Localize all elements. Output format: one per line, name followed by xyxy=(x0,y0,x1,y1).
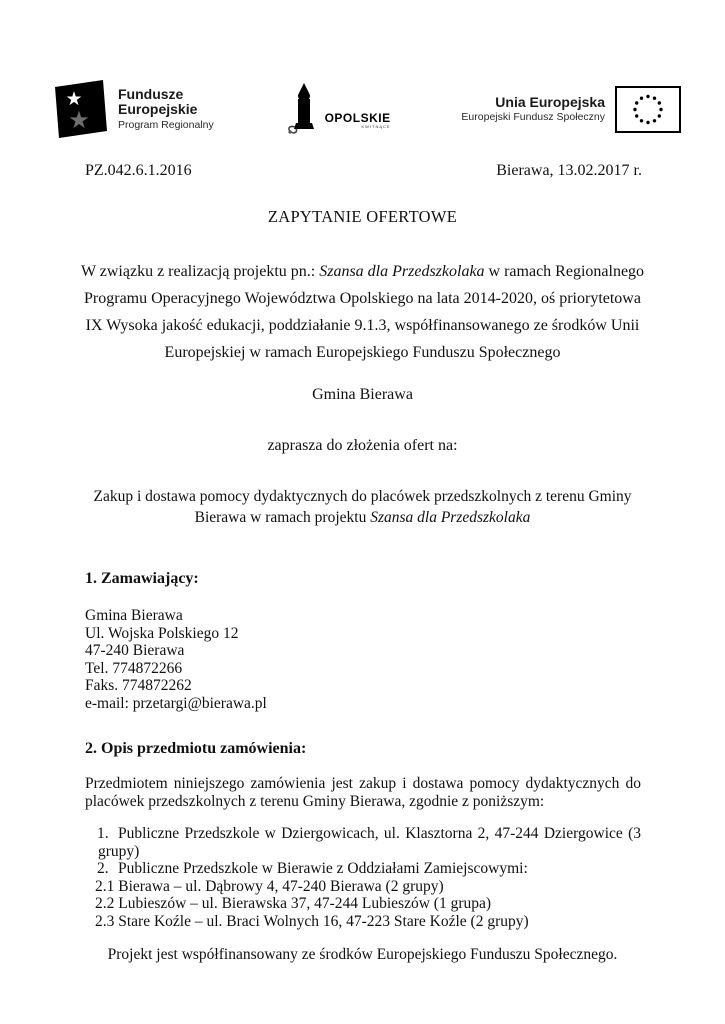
invitation-line: zaprasza do złożenia ofert na: xyxy=(267,437,458,454)
intro-part1: W związku z realizacją projektu pn.: xyxy=(80,263,320,280)
address-line-email: e-mail: przetargi@bierawa.pl xyxy=(85,694,267,712)
fundusze-line2: Europejskie xyxy=(118,100,198,117)
svg-text:★: ★ xyxy=(68,106,90,134)
fundusze-line1: Fundusze xyxy=(118,86,184,103)
list-item-number: 1. xyxy=(97,825,109,842)
list-item xyxy=(85,860,641,878)
address-line-street: Ul. Wojska Polskiego 12 xyxy=(85,624,239,642)
facilities-list xyxy=(85,825,641,931)
list-item-text: Publiczne Przedszkole w Bierawie z Oddziałami Zamiejscowymi: xyxy=(118,860,528,878)
list-item-number: 2. xyxy=(97,860,109,878)
intro-project-name: Szansa dla Przedszkolaka xyxy=(319,263,485,280)
logo-fundusze-europejskie xyxy=(48,79,214,139)
inviter-name: Gmina Bierawa xyxy=(312,386,413,403)
subject-part1: Zakup i dostawa pomocy dydaktycznych do placówek przedszkolnych z terenu Gminy Bierawa w ramach projektu xyxy=(93,488,632,526)
unia-logo-text xyxy=(461,95,605,124)
fundusze-sub: Program Regionalny xyxy=(118,118,214,131)
document-title: ZAPYTANIE OFERTOWE xyxy=(267,207,458,226)
logo-unia-europejska xyxy=(461,86,681,133)
list-item-text: Publiczne Przedszkole w Dziergowicach, ul. Klasztorna 2, 47-244 Dziergowice (3 grupy) xyxy=(98,825,641,860)
address-line-name: Gmina Bierawa xyxy=(85,607,183,624)
svg-text:★: ★ xyxy=(65,88,83,110)
fundusze-flag-icon xyxy=(48,79,110,139)
logo-row xyxy=(48,78,681,140)
sublist-item: 2.3 Stare Koźle – ul. Braci Wolnych 16, 47-223 Stare Koźle (2 grupy) xyxy=(95,912,529,930)
place-and-date: Bierawa, 13.02.2017 r. xyxy=(496,162,642,179)
address-line-phone: Tel. 774872266 xyxy=(85,659,183,677)
buyer-address-block xyxy=(85,607,267,713)
opolskie-tower-icon xyxy=(285,83,323,135)
opolskie-logo-text xyxy=(325,112,391,129)
section2-paragraph: Przedmiotem niniejszego zamówienia jest zakup i dostawa pomocy dydaktycznych do placówek przedszkolnych z terenu Gminy Bierawa, zgodnie z poniższym: xyxy=(85,775,641,810)
reference-row xyxy=(85,162,642,180)
reference-number: PZ.042.6.1.2016 xyxy=(85,162,192,179)
sublist-item: 2.2 Lubieszów – ul. Bierawska 37, 47-244 Lubieszów (1 grupa) xyxy=(95,895,492,913)
address-line-city: 47-240 Bierawa xyxy=(85,642,185,660)
opolskie-sub: KWITNĄCE xyxy=(361,124,391,129)
address-line-fax: Faks. 774872262 xyxy=(85,677,192,695)
fundusze-logo-text xyxy=(118,87,214,130)
intro-paragraph xyxy=(80,258,645,366)
sublist-item: 2.1 Bierawa – ul. Dąbrowy 4, 47-240 Bierawa (2 grupy) xyxy=(95,877,444,895)
section2-heading: 2. Opis przedmiotu zamówienia: xyxy=(85,740,307,757)
intro-part2: w ramach Regionalnego Programu Operacyjnego Województwa Opolskiego na lata 2014-2020, oś priorytetowa IX Wysoka jakość edukacji, poddziałanie 9.1.3, współfinansowanego ze środków Unii Europejskiej w ramach Europejskiego Funduszu Społecznego xyxy=(84,263,645,361)
unia-line1: Unia Europejska xyxy=(495,93,605,110)
eu-flag-icon xyxy=(615,86,681,133)
logo-opolskie xyxy=(285,83,391,135)
subject-project-name: Szansa dla Przedszkolaka xyxy=(370,509,531,526)
cofinancing-footer: Projekt jest współfinansowany ze środków Europejskiego Funduszu Społecznego. xyxy=(107,946,618,963)
subject-line xyxy=(80,486,645,528)
opolskie-label: OPOLSKIE xyxy=(324,111,391,125)
unia-line2: Europejski Fundusz Społeczny xyxy=(461,110,605,123)
section1-heading: 1. Zamawiający: xyxy=(85,570,199,587)
list-item xyxy=(85,825,641,860)
